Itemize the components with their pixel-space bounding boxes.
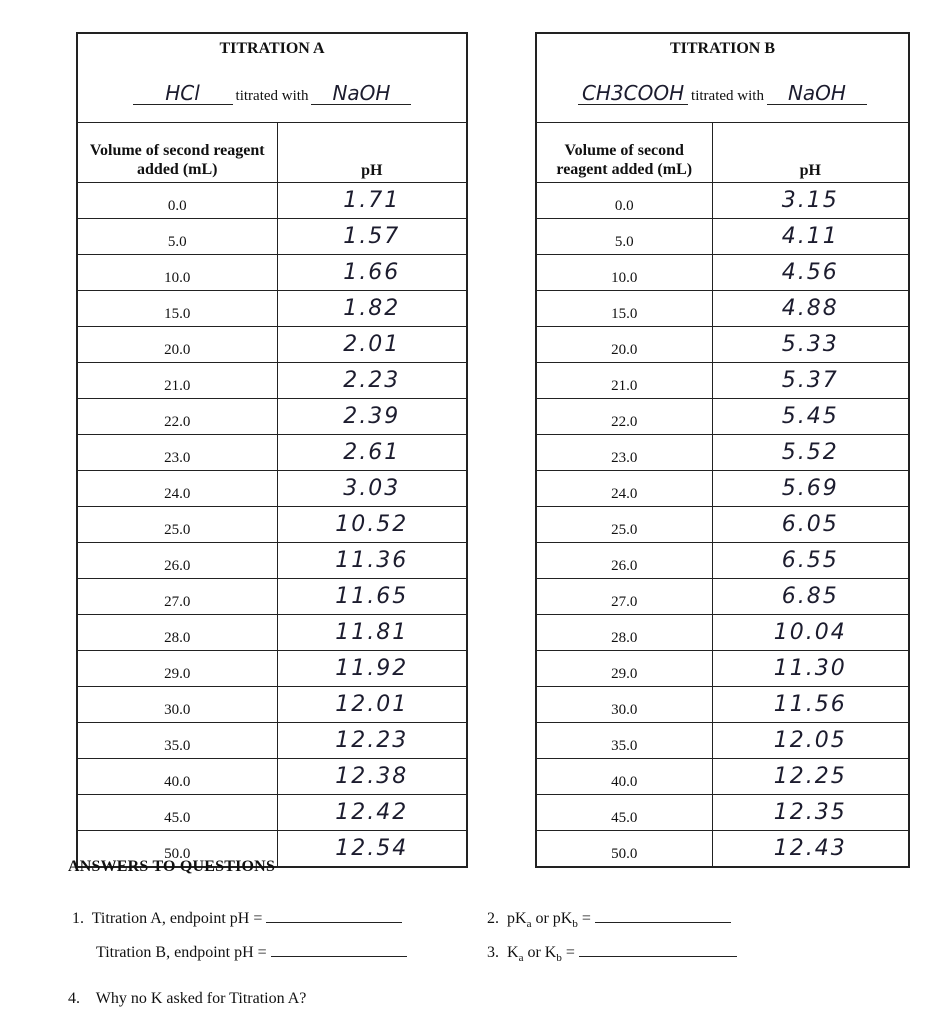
titration-a-row xyxy=(77,435,467,471)
titration-a-volume-cell: 27.0 xyxy=(77,579,277,615)
titration-a-ph-cell: 1.57 xyxy=(277,219,467,255)
titration-a-subtitle xyxy=(77,64,467,123)
titration-a-ph-cell: 3.03 xyxy=(277,471,467,507)
titration-b-row xyxy=(536,615,909,651)
titration-a-volume-cell: 22.0 xyxy=(77,399,277,435)
titration-a-row xyxy=(77,759,467,795)
titration-a-volume-cell: 20.0 xyxy=(77,327,277,363)
titration-a-volume-cell: 0.0 xyxy=(77,183,277,219)
titration-a-row xyxy=(77,363,467,399)
titration-a-ph-cell: 12.38 xyxy=(277,759,467,795)
titration-b-row xyxy=(536,183,909,219)
titration-b-row xyxy=(536,831,909,868)
titration-a-volume-cell: 15.0 xyxy=(77,291,277,327)
titration-a-ph-cell: 2.23 xyxy=(277,363,467,399)
titration-b-ph-cell: 10.04 xyxy=(712,615,909,651)
titration-a-volume-header: Volume of second reagent added (mL) xyxy=(77,123,277,183)
titration-b-title: TITRATION B xyxy=(536,33,909,64)
titration-b-row xyxy=(536,687,909,723)
titration-b-row xyxy=(536,219,909,255)
titration-b-row xyxy=(536,255,909,291)
titration-b-ph-cell: 5.52 xyxy=(712,435,909,471)
titration-a-row xyxy=(77,651,467,687)
titration-b-ph-cell: 5.33 xyxy=(712,327,909,363)
titration-a-volume-cell: 28.0 xyxy=(77,615,277,651)
titration-a-ph-cell: 2.61 xyxy=(277,435,467,471)
question-4-text: Why no K asked for Titration A? xyxy=(95,990,307,1007)
titration-b-volume-cell: 20.0 xyxy=(536,327,712,363)
titration-b-ph-cell: 12.43 xyxy=(712,831,909,868)
titration-b-volume-cell: 28.0 xyxy=(536,615,712,651)
question-1-line-2 xyxy=(96,942,407,962)
titration-a-title: TITRATION A xyxy=(77,33,467,64)
titration-b-ph-header: pH xyxy=(712,123,909,183)
titration-a-row xyxy=(77,471,467,507)
titration-a-titrated-with: titrated with xyxy=(235,87,309,104)
titration-a-row xyxy=(77,291,467,327)
titration-b-volume-cell: 29.0 xyxy=(536,651,712,687)
titration-b-titrated-with: titrated with xyxy=(691,87,764,104)
question-2-text: $pK_a$ or $pK_b$ = xyxy=(507,910,591,931)
titration-a-row xyxy=(77,255,467,291)
titration-b-volume-cell: 26.0 xyxy=(536,543,712,579)
titration-a-volume-cell: 24.0 xyxy=(77,471,277,507)
titration-b-ph-cell: 11.30 xyxy=(712,651,909,687)
titration-b-ph-cell: 12.35 xyxy=(712,795,909,831)
question-1-line-1 xyxy=(72,908,402,928)
question-3-number: 3. xyxy=(487,944,499,961)
titration-b-volume-header: Volume of second reagent added (mL) xyxy=(536,123,712,183)
titration-a-ph-cell: 12.42 xyxy=(277,795,467,831)
titration-b-ph-cell: 4.88 xyxy=(712,291,909,327)
titration-b-volume-cell: 40.0 xyxy=(536,759,712,795)
titration-b-ph-cell: 12.05 xyxy=(712,723,909,759)
titration-b-volume-cell: 5.0 xyxy=(536,219,712,255)
titration-b-volume-cell: 0.0 xyxy=(536,183,712,219)
titration-a-ph-cell: 12.23 xyxy=(277,723,467,759)
titration-a-volume-cell: 45.0 xyxy=(77,795,277,831)
titration-b-ph-cell: 4.56 xyxy=(712,255,909,291)
titration-a-ph-cell: 11.36 xyxy=(277,543,467,579)
titration-a-volume-cell: 10.0 xyxy=(77,255,277,291)
titration-a-ph-cell: 12.54 xyxy=(277,831,467,868)
question-2 xyxy=(487,908,731,930)
titration-b-row xyxy=(536,723,909,759)
titration-b-volume-cell: 15.0 xyxy=(536,291,712,327)
titration-a-row xyxy=(77,615,467,651)
question-1-text-a: Titration A, endpoint pH = xyxy=(91,910,263,927)
titration-a-row xyxy=(77,507,467,543)
titration-a-ph-cell: 1.66 xyxy=(277,255,467,291)
titration-b-table xyxy=(535,32,910,868)
question-2-number: 2. xyxy=(487,910,499,927)
titration-b-volume-cell: 30.0 xyxy=(536,687,712,723)
titration-a-ph-cell: 11.92 xyxy=(277,651,467,687)
titration-b-volume-cell: 21.0 xyxy=(536,363,712,399)
titration-a-volume-cell: 26.0 xyxy=(77,543,277,579)
question-1-text-b: Titration B, endpoint pH = xyxy=(96,944,267,961)
titration-a-volume-cell: 25.0 xyxy=(77,507,277,543)
titration-b-volume-cell: 27.0 xyxy=(536,579,712,615)
titration-a-row xyxy=(77,795,467,831)
titration-b-ph-cell: 5.45 xyxy=(712,399,909,435)
titration-b-row xyxy=(536,327,909,363)
titration-b-volume-cell: 22.0 xyxy=(536,399,712,435)
question-4 xyxy=(68,990,306,1008)
titration-a-volume-cell: 35.0 xyxy=(77,723,277,759)
titration-b-volume-cell: 10.0 xyxy=(536,255,712,291)
question-4-number: 4. xyxy=(68,990,80,1007)
titration-b-ph-cell: 6.85 xyxy=(712,579,909,615)
titration-a-ph-cell: 11.81 xyxy=(277,615,467,651)
titration-b-volume-cell: 23.0 xyxy=(536,435,712,471)
titration-a-ph-cell: 1.71 xyxy=(277,183,467,219)
titration-b-ph-cell: 6.05 xyxy=(712,507,909,543)
titration-b-ph-cell: 4.11 xyxy=(712,219,909,255)
titration-b-ph-cell: 5.69 xyxy=(712,471,909,507)
titration-a-row xyxy=(77,687,467,723)
titration-a-ph-cell: 2.39 xyxy=(277,399,467,435)
titration-b-row xyxy=(536,507,909,543)
titration-b-row xyxy=(536,543,909,579)
titration-b-row xyxy=(536,471,909,507)
titration-b-row xyxy=(536,435,909,471)
pka-blank[interactable] xyxy=(595,908,731,923)
ka-blank[interactable] xyxy=(579,942,737,957)
titration-a-volume-cell: 40.0 xyxy=(77,759,277,795)
endpoint-ph-a-blank[interactable] xyxy=(266,908,402,923)
titration-b-analyte: CH3COOH xyxy=(578,82,688,105)
titration-a-row xyxy=(77,327,467,363)
titration-b-row xyxy=(536,291,909,327)
answers-heading: ANSWERS TO QUESTIONS xyxy=(68,858,276,875)
titration-b-volume-cell: 50.0 xyxy=(536,831,712,868)
titration-a-row xyxy=(77,183,467,219)
titration-b-volume-cell: 24.0 xyxy=(536,471,712,507)
titration-b-row xyxy=(536,579,909,615)
titration-a-analyte: HCl xyxy=(133,82,233,105)
titration-b-row xyxy=(536,759,909,795)
titration-b-row xyxy=(536,363,909,399)
titration-a-row xyxy=(77,543,467,579)
question-3 xyxy=(487,942,737,964)
titration-b-ph-cell: 5.37 xyxy=(712,363,909,399)
titration-b-ph-cell: 6.55 xyxy=(712,543,909,579)
titration-a-row xyxy=(77,579,467,615)
titration-b-volume-cell: 45.0 xyxy=(536,795,712,831)
titration-a-ph-cell: 10.52 xyxy=(277,507,467,543)
titration-a-table xyxy=(76,32,468,868)
titration-b-ph-cell: 11.56 xyxy=(712,687,909,723)
titration-a-ph-cell: 2.01 xyxy=(277,327,467,363)
titration-a-volume-cell: 30.0 xyxy=(77,687,277,723)
titration-b-row xyxy=(536,399,909,435)
titration-b-subtitle xyxy=(536,64,909,123)
titration-b-ph-cell: 3.15 xyxy=(712,183,909,219)
titration-a-volume-cell: 50.0 xyxy=(77,831,277,868)
titration-b-row xyxy=(536,651,909,687)
titration-a-volume-cell: 21.0 xyxy=(77,363,277,399)
endpoint-ph-b-blank[interactable] xyxy=(271,942,407,957)
titration-a-ph-cell: 12.01 xyxy=(277,687,467,723)
titration-a-row xyxy=(77,399,467,435)
titration-a-volume-cell: 29.0 xyxy=(77,651,277,687)
titration-b-row xyxy=(536,795,909,831)
titration-a-titrant: NaOH xyxy=(311,82,411,105)
question-1-number: 1. xyxy=(72,910,84,927)
question-3-text: $K_a$ or $K_b$ = xyxy=(507,944,575,965)
titration-a-ph-header: pH xyxy=(277,123,467,183)
titration-a-volume-cell: 23.0 xyxy=(77,435,277,471)
titration-a-row xyxy=(77,219,467,255)
titration-a-ph-cell: 11.65 xyxy=(277,579,467,615)
titration-a-ph-cell: 1.82 xyxy=(277,291,467,327)
titration-b-volume-cell: 25.0 xyxy=(536,507,712,543)
titration-a-volume-cell: 5.0 xyxy=(77,219,277,255)
titration-b-ph-cell: 12.25 xyxy=(712,759,909,795)
titration-b-volume-cell: 35.0 xyxy=(536,723,712,759)
titration-a-row xyxy=(77,723,467,759)
titration-b-titrant: NaOH xyxy=(767,82,867,105)
